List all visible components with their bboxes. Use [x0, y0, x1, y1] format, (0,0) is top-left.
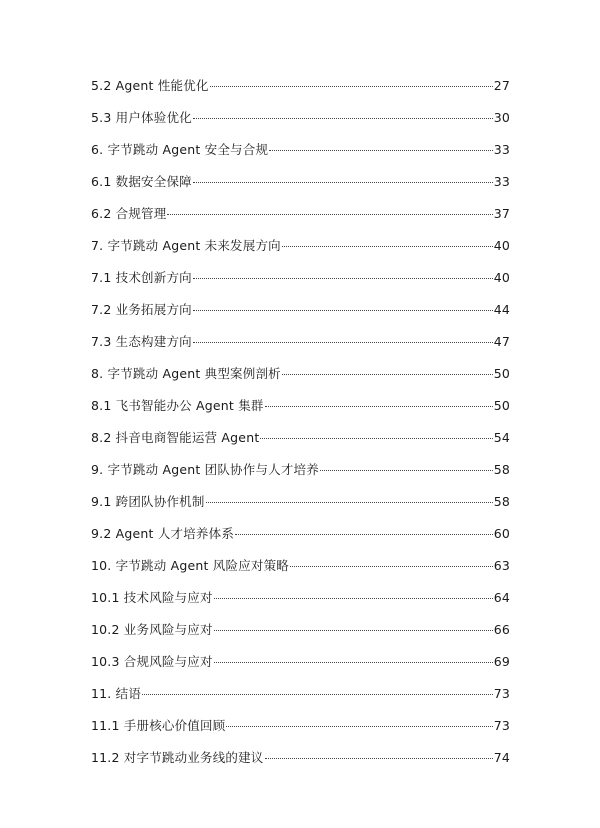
toc-entry[interactable] [91, 108, 510, 140]
toc-entry[interactable] [91, 364, 510, 396]
toc-entry[interactable] [91, 716, 510, 748]
toc-entry-title: 6.1 数据安全保障 [91, 174, 192, 189]
toc-entry[interactable] [91, 492, 510, 524]
dot-leader [265, 406, 493, 407]
toc-entry[interactable] [91, 268, 510, 300]
table-of-contents [91, 76, 510, 780]
toc-entry-title: 10.1 技术风险与应对 [91, 590, 213, 605]
toc-entry-title: 9.1 跨团队协作机制 [91, 494, 205, 509]
toc-entry[interactable] [91, 204, 510, 236]
toc-entry[interactable] [91, 748, 510, 780]
toc-entry-title: 8.1 飞书智能办公 Agent 集群 [91, 398, 264, 413]
toc-entry[interactable] [91, 428, 510, 460]
toc-entry[interactable] [91, 588, 510, 620]
toc-entry-title: 10.3 合规风险与应对 [91, 654, 213, 669]
toc-entry-page: 54 [493, 430, 510, 445]
toc-entry-title: 7.1 技术创新方向 [91, 270, 192, 285]
dot-leader [235, 534, 493, 535]
toc-entry-title: 6.2 合规管理 [91, 206, 167, 221]
dot-leader [167, 214, 492, 215]
dot-leader [193, 342, 493, 343]
toc-entry[interactable] [91, 140, 510, 172]
toc-entry-title: 9. 字节跳动 Agent 团队协作与人才培养 [91, 462, 319, 477]
toc-entry-page: 40 [493, 238, 510, 253]
toc-entry-page: 73 [493, 718, 510, 733]
toc-entry-page: 74 [493, 750, 510, 765]
dot-leader [214, 598, 493, 599]
toc-entry-page: 44 [493, 302, 510, 317]
dot-leader [214, 630, 493, 631]
toc-entry[interactable] [91, 300, 510, 332]
toc-entry-page: 50 [493, 366, 510, 381]
toc-entry-page: 40 [493, 270, 510, 285]
toc-entry-title: 7.2 业务拓展方向 [91, 302, 192, 317]
toc-entry-title: 8.2 抖音电商智能运营 Agent [91, 430, 260, 445]
dot-leader [193, 182, 493, 183]
dot-leader [193, 310, 493, 311]
dot-leader [206, 502, 493, 503]
dot-leader [260, 438, 492, 439]
toc-entry[interactable] [91, 332, 510, 364]
dot-leader [290, 566, 493, 567]
toc-entry-title: 6. 字节跳动 Agent 安全与合规 [91, 142, 269, 157]
toc-entry-page: 47 [493, 334, 510, 349]
toc-entry[interactable] [91, 76, 510, 108]
toc-entry-title: 11.1 手册核心价值回顾 [91, 718, 226, 733]
toc-entry[interactable] [91, 556, 510, 588]
toc-entry-title: 8. 字节跳动 Agent 典型案例剖析 [91, 366, 281, 381]
toc-entry-page: 69 [493, 654, 510, 669]
toc-entry-page: 58 [493, 462, 510, 477]
toc-entry-page: 27 [493, 78, 510, 93]
dot-leader [282, 246, 493, 247]
toc-entry[interactable] [91, 172, 510, 204]
toc-entry-page: 60 [493, 526, 510, 541]
toc-entry-page: 66 [493, 622, 510, 637]
dot-leader [282, 374, 493, 375]
toc-entry-page: 64 [493, 590, 510, 605]
dot-leader [265, 758, 493, 759]
toc-entry-title: 7. 字节跳动 Agent 未来发展方向 [91, 238, 281, 253]
toc-entry-title: 11. 结语 [91, 686, 142, 701]
toc-entry-title: 9.2 Agent 人才培养体系 [91, 526, 235, 541]
toc-entry-page: 33 [493, 142, 510, 157]
dot-leader [193, 278, 493, 279]
dot-leader [214, 662, 493, 663]
toc-entry-title: 7.3 生态构建方向 [91, 334, 192, 349]
toc-entry-page: 58 [493, 494, 510, 509]
toc-entry-page: 50 [493, 398, 510, 413]
toc-entry-title: 11.2 对字节跳动业务线的建议 [91, 750, 264, 765]
toc-entry-page: 73 [493, 686, 510, 701]
toc-entry-page: 33 [493, 174, 510, 189]
dot-leader [142, 694, 493, 695]
toc-entry-title: 10. 字节跳动 Agent 风险应对策略 [91, 558, 289, 573]
toc-entry-page: 37 [493, 206, 510, 221]
toc-entry-title: 5.3 用户体验优化 [91, 110, 192, 125]
toc-entry-title: 5.2 Agent 性能优化 [91, 78, 209, 93]
toc-entry[interactable] [91, 236, 510, 268]
toc-entry[interactable] [91, 396, 510, 428]
toc-entry[interactable] [91, 620, 510, 652]
toc-entry-page: 63 [493, 558, 510, 573]
toc-entry-page: 30 [493, 110, 510, 125]
toc-entry[interactable] [91, 460, 510, 492]
dot-leader [269, 150, 493, 151]
dot-leader [320, 470, 493, 471]
toc-entry[interactable] [91, 524, 510, 556]
toc-entry[interactable] [91, 652, 510, 684]
dot-leader [210, 86, 493, 87]
dot-leader [193, 118, 493, 119]
toc-entry-title: 10.2 业务风险与应对 [91, 622, 213, 637]
toc-entry[interactable] [91, 684, 510, 716]
dot-leader [226, 726, 492, 727]
